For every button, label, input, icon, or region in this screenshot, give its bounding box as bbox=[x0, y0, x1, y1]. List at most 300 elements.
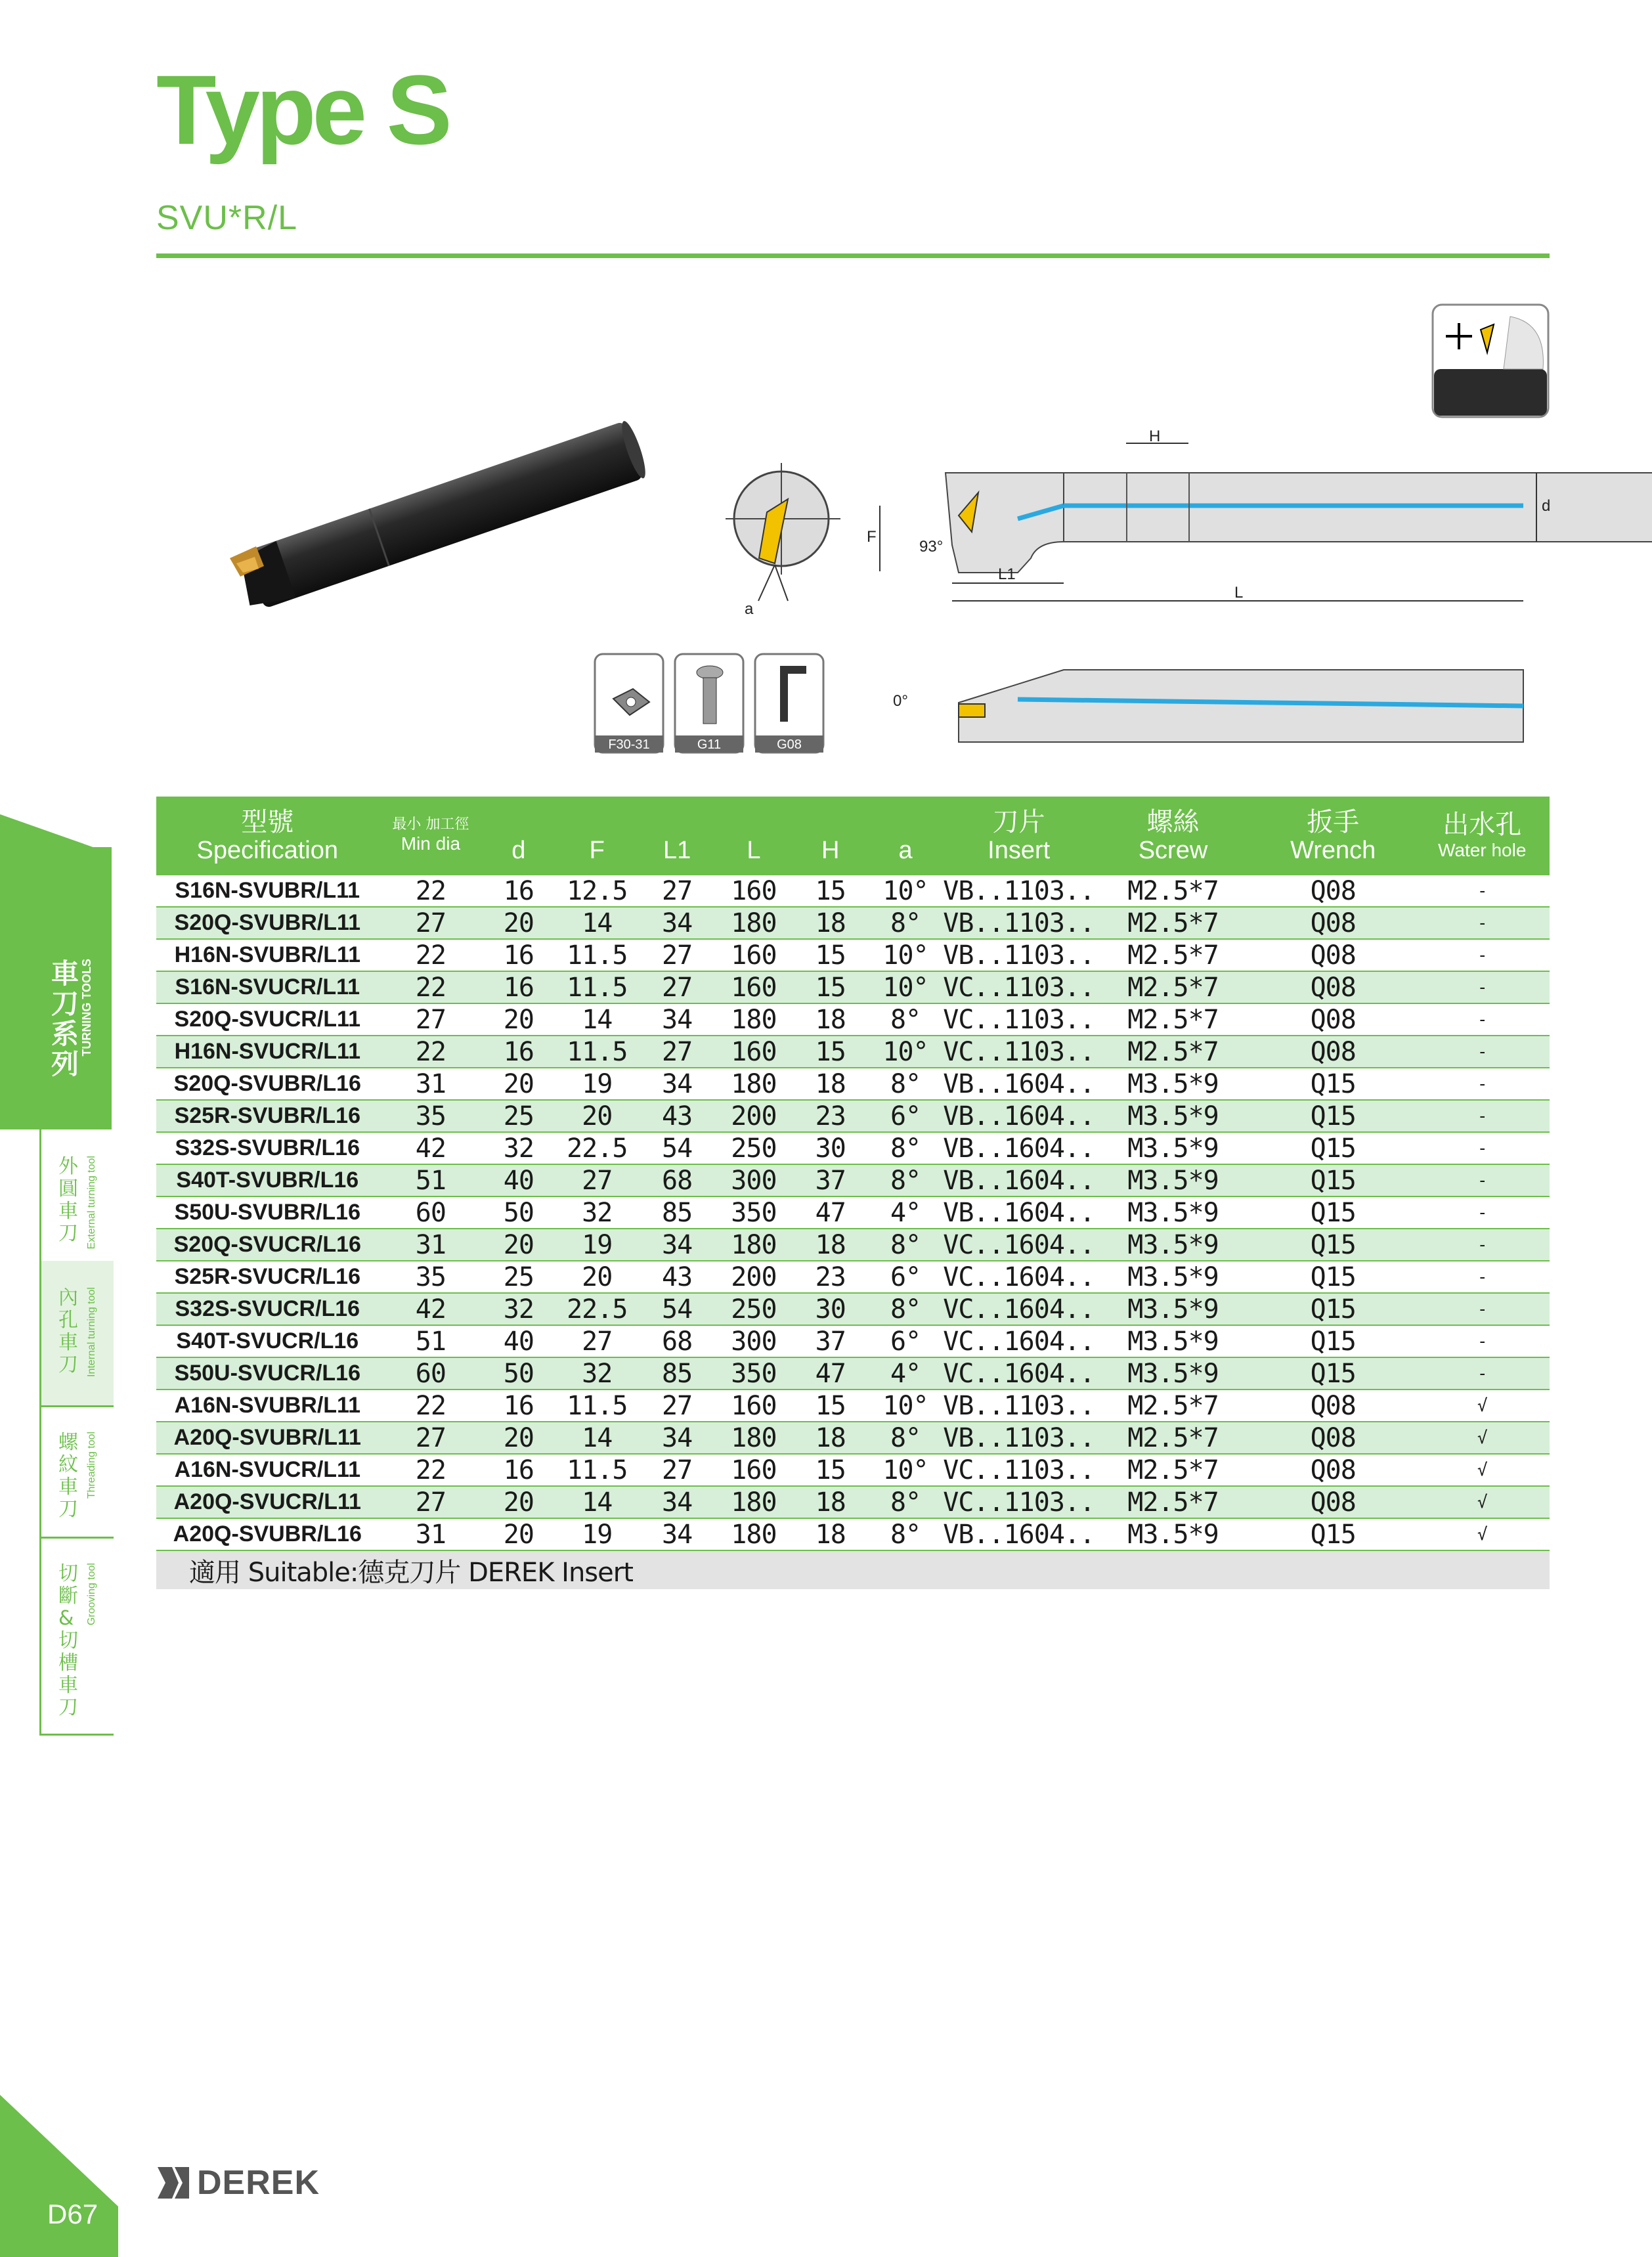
table-cell: S50U-SVUCR/L16 bbox=[156, 1357, 379, 1390]
table-cell: VB..1103.. bbox=[943, 1390, 1095, 1421]
side-tab-internal[interactable] bbox=[39, 1261, 114, 1407]
table-cell: 34 bbox=[640, 1068, 714, 1100]
table-cell: 34 bbox=[640, 1003, 714, 1036]
table-cell: 22 bbox=[379, 939, 483, 971]
table-cell: 8° bbox=[868, 1003, 943, 1036]
table-row bbox=[156, 1454, 1550, 1486]
table-cell: S50U-SVUBR/L16 bbox=[156, 1196, 379, 1229]
table-cell: 160 bbox=[714, 971, 793, 1003]
table-cell: 30 bbox=[793, 1293, 868, 1325]
table-cell: - bbox=[1414, 1003, 1550, 1036]
table-cell: - bbox=[1414, 1036, 1550, 1068]
table-cell: 300 bbox=[714, 1325, 793, 1357]
table-cell: Q15 bbox=[1251, 1164, 1415, 1196]
table-cell: Q08 bbox=[1251, 971, 1415, 1003]
table-cell: Q15 bbox=[1251, 1100, 1415, 1132]
table-cell: Q15 bbox=[1251, 1068, 1415, 1100]
table-cell: S32S-SVUBR/L16 bbox=[156, 1132, 379, 1164]
table-cell: M2.5*7 bbox=[1095, 1486, 1251, 1518]
table-cell: 200 bbox=[714, 1100, 793, 1132]
col-l1: L1 bbox=[640, 797, 714, 875]
table-cell: VB..1604.. bbox=[943, 1101, 1095, 1131]
dim-f-label: F bbox=[867, 528, 877, 546]
end-view-diagram bbox=[722, 460, 854, 630]
table-row bbox=[156, 1100, 1550, 1132]
col-spec: 型號 Specification bbox=[156, 797, 379, 875]
table-cell: 20 bbox=[483, 1068, 554, 1100]
table-row bbox=[156, 1390, 1550, 1422]
table-cell: 31 bbox=[379, 1518, 483, 1550]
table-cell: √ bbox=[1414, 1486, 1550, 1518]
table-cell: 32 bbox=[554, 1196, 640, 1229]
spec-table-body bbox=[156, 875, 1550, 1589]
table-cell: 25 bbox=[483, 1261, 554, 1293]
side-tab-main-zh: 車刀系列 bbox=[51, 957, 79, 1080]
table-cell: 27 bbox=[640, 1036, 714, 1068]
table-row bbox=[156, 971, 1550, 1003]
table-cell: 160 bbox=[714, 1390, 793, 1422]
table-cell: 42 bbox=[379, 1132, 483, 1164]
table-row bbox=[156, 1325, 1550, 1357]
table-cell: 37 bbox=[793, 1325, 868, 1357]
table-cell: 35 bbox=[379, 1100, 483, 1132]
table-row bbox=[156, 1068, 1550, 1100]
table-cell: - bbox=[1414, 1132, 1550, 1164]
table-cell: 34 bbox=[640, 1422, 714, 1454]
table-cell: 18 bbox=[793, 1422, 868, 1454]
title-divider bbox=[156, 253, 1550, 258]
table-cell: 8° bbox=[868, 1164, 943, 1196]
table-cell: VB..1604.. bbox=[943, 1197, 1095, 1228]
table-cell: 15 bbox=[793, 875, 868, 907]
table-cell: VC..1103.. bbox=[943, 972, 1095, 1003]
table-cell: VC..1103.. bbox=[943, 1455, 1095, 1485]
side-tab-threading-zh: 螺紋車刀 bbox=[58, 1431, 78, 1521]
table-cell: Q15 bbox=[1251, 1325, 1415, 1357]
table-cell: 15 bbox=[793, 1454, 868, 1486]
angle-93-label: 93° bbox=[919, 538, 944, 556]
table-cell: 180 bbox=[714, 1422, 793, 1454]
table-cell: Q08 bbox=[1251, 1422, 1415, 1454]
table-cell: VC..1103.. bbox=[943, 1004, 1095, 1035]
table-cell: 16 bbox=[483, 971, 554, 1003]
screw-thumbnail bbox=[674, 653, 746, 758]
screw-code: G11 bbox=[697, 737, 722, 752]
table-cell: 16 bbox=[483, 875, 554, 907]
table-cell: 35 bbox=[379, 1261, 483, 1293]
table-cell: VC..1103.. bbox=[943, 1036, 1095, 1067]
side-tab-grooving-zh: 切斷&切槽車刀 bbox=[58, 1562, 78, 1719]
table-cell: A20Q-SVUCR/L11 bbox=[156, 1486, 379, 1518]
col-d: d bbox=[483, 797, 554, 875]
table-cell: Q15 bbox=[1251, 1132, 1415, 1164]
table-cell: VB..1103.. bbox=[943, 1422, 1095, 1453]
table-cell: 12.5 bbox=[554, 875, 640, 907]
table-cell: Q08 bbox=[1251, 1003, 1415, 1036]
table-cell: 16 bbox=[483, 1390, 554, 1422]
table-cell: H16N-SVUCR/L11 bbox=[156, 1036, 379, 1068]
table-cell: M2.5*7 bbox=[1095, 1422, 1251, 1454]
table-cell: 20 bbox=[483, 1003, 554, 1036]
table-cell: A16N-SVUCR/L11 bbox=[156, 1454, 379, 1486]
table-cell: 160 bbox=[714, 1036, 793, 1068]
table-cell: 300 bbox=[714, 1164, 793, 1196]
table-cell: 20 bbox=[483, 1422, 554, 1454]
table-row bbox=[156, 1261, 1550, 1293]
table-cell: - bbox=[1414, 1357, 1550, 1390]
table-cell: M2.5*7 bbox=[1095, 1003, 1251, 1036]
side-tab-external[interactable] bbox=[39, 1129, 114, 1263]
table-cell: A20Q-SVUBR/L16 bbox=[156, 1518, 379, 1550]
table-cell: M3.5*9 bbox=[1095, 1325, 1251, 1357]
table-cell: 180 bbox=[714, 1229, 793, 1261]
table-cell: Q15 bbox=[1251, 1357, 1415, 1390]
wrench-code: G08 bbox=[777, 737, 802, 752]
table-cell: 10° bbox=[868, 939, 943, 971]
table-cell: 19 bbox=[554, 1518, 640, 1550]
table-cell: - bbox=[1414, 939, 1550, 971]
side-tab-internal-zh: 內孔車刀 bbox=[58, 1286, 78, 1376]
table-cell: 27 bbox=[640, 939, 714, 971]
table-cell: 8° bbox=[868, 1068, 943, 1100]
table-row bbox=[156, 1229, 1550, 1261]
page-title: Type S bbox=[156, 55, 448, 165]
table-cell: 6° bbox=[868, 1325, 943, 1357]
table-cell: 27 bbox=[640, 875, 714, 907]
table-cell: - bbox=[1414, 1229, 1550, 1261]
table-cell: Q08 bbox=[1251, 1390, 1415, 1422]
table-cell: S40T-SVUCR/L16 bbox=[156, 1325, 379, 1357]
table-cell: M2.5*7 bbox=[1095, 971, 1251, 1003]
table-cell: - bbox=[1414, 1100, 1550, 1132]
page-number: D67 bbox=[47, 2199, 98, 2229]
table-cell: S20Q-SVUCR/L11 bbox=[156, 1003, 379, 1036]
table-cell: 18 bbox=[793, 907, 868, 939]
table-cell: 11.5 bbox=[554, 1390, 640, 1422]
table-cell: 32 bbox=[483, 1293, 554, 1325]
col-min-dia: 最小 加工徑 Min dia bbox=[379, 797, 483, 875]
table-row bbox=[156, 939, 1550, 971]
table-cell: S32S-SVUCR/L16 bbox=[156, 1293, 379, 1325]
table-cell: 60 bbox=[379, 1196, 483, 1229]
table-cell: Q15 bbox=[1251, 1293, 1415, 1325]
table-row bbox=[156, 1036, 1550, 1068]
table-cell: 6° bbox=[868, 1100, 943, 1132]
table-row bbox=[156, 875, 1550, 907]
table-cell: 10° bbox=[868, 875, 943, 907]
col-l: L bbox=[714, 797, 793, 875]
col-f: F bbox=[554, 797, 640, 875]
table-cell: 16 bbox=[483, 1036, 554, 1068]
table-cell: 20 bbox=[554, 1100, 640, 1132]
table-cell: 10° bbox=[868, 1390, 943, 1422]
side-tab-main-en: TURNING TOOLS bbox=[80, 959, 93, 1057]
table-cell: 4° bbox=[868, 1196, 943, 1229]
col-insert: 刀片 Insert bbox=[943, 797, 1095, 875]
table-cell: 8° bbox=[868, 1293, 943, 1325]
table-cell: 160 bbox=[714, 1454, 793, 1486]
insert-code: F30-31 bbox=[608, 737, 650, 752]
side-tab-turning-tools[interactable] bbox=[0, 847, 112, 1129]
table-cell: 16 bbox=[483, 1454, 554, 1486]
table-cell: Q08 bbox=[1251, 939, 1415, 971]
table-cell: 34 bbox=[640, 907, 714, 939]
table-cell: - bbox=[1414, 1164, 1550, 1196]
table-cell: 20 bbox=[483, 1229, 554, 1261]
table-cell: 23 bbox=[793, 1261, 868, 1293]
side-tab-grooving-en: Grooving tool bbox=[86, 1563, 97, 1626]
brand-name: DEREK bbox=[197, 2164, 320, 2202]
col-water-hole: 出水孔 Water hole bbox=[1414, 797, 1550, 875]
table-cell: 68 bbox=[640, 1164, 714, 1196]
table-cell: 14 bbox=[554, 1486, 640, 1518]
table-cell: 47 bbox=[793, 1196, 868, 1229]
table-cell: M3.5*9 bbox=[1095, 1196, 1251, 1229]
table-cell: 350 bbox=[714, 1357, 793, 1390]
table-cell: 27 bbox=[640, 1390, 714, 1422]
table-cell: M2.5*7 bbox=[1095, 1390, 1251, 1422]
table-cell: VB..1604.. bbox=[943, 1133, 1095, 1164]
table-cell: 22.5 bbox=[554, 1293, 640, 1325]
table-cell: 85 bbox=[640, 1357, 714, 1390]
table-cell: 27 bbox=[379, 1422, 483, 1454]
table-cell: M3.5*9 bbox=[1095, 1068, 1251, 1100]
table-cell: - bbox=[1414, 1325, 1550, 1357]
table-cell: A20Q-SVUBR/L11 bbox=[156, 1422, 379, 1454]
table-cell: 15 bbox=[793, 939, 868, 971]
table-cell: M3.5*9 bbox=[1095, 1164, 1251, 1196]
table-cell: M3.5*9 bbox=[1095, 1293, 1251, 1325]
table-cell: 11.5 bbox=[554, 939, 640, 971]
table-cell: M2.5*7 bbox=[1095, 875, 1251, 907]
table-cell: 22 bbox=[379, 875, 483, 907]
table-cell: 11.5 bbox=[554, 1036, 640, 1068]
table-row bbox=[156, 1422, 1550, 1454]
table-cell: 180 bbox=[714, 907, 793, 939]
top-view-diagram bbox=[867, 427, 1550, 617]
col-a: a bbox=[868, 797, 943, 875]
table-cell: - bbox=[1414, 1196, 1550, 1229]
table-row bbox=[156, 1486, 1550, 1518]
table-cell: 40 bbox=[483, 1325, 554, 1357]
table-cell: 27 bbox=[554, 1164, 640, 1196]
table-cell: 40 bbox=[483, 1164, 554, 1196]
table-cell: Q08 bbox=[1251, 1036, 1415, 1068]
table-cell: VC..1604.. bbox=[943, 1326, 1095, 1357]
side-tab-threading-en: Threading tool bbox=[86, 1432, 97, 1499]
table-cell: 15 bbox=[793, 1390, 868, 1422]
table-cell: Q15 bbox=[1251, 1261, 1415, 1293]
table-cell: Q15 bbox=[1251, 1196, 1415, 1229]
table-cell: Q08 bbox=[1251, 875, 1415, 907]
table-cell: 20 bbox=[483, 1486, 554, 1518]
dim-h-label: H bbox=[1149, 427, 1161, 445]
table-cell: VC..1604.. bbox=[943, 1229, 1095, 1260]
table-cell: S16N-SVUCR/L11 bbox=[156, 971, 379, 1003]
table-cell: 27 bbox=[379, 1486, 483, 1518]
table-cell: 14 bbox=[554, 1422, 640, 1454]
table-cell: 4° bbox=[868, 1357, 943, 1390]
table-cell: 15 bbox=[793, 971, 868, 1003]
side-tab-grooving[interactable] bbox=[39, 1537, 114, 1736]
table-cell: M3.5*9 bbox=[1095, 1518, 1251, 1550]
table-row bbox=[156, 1003, 1550, 1036]
table-cell: VC..1604.. bbox=[943, 1358, 1095, 1389]
table-cell: - bbox=[1414, 875, 1550, 907]
table-cell: 22.5 bbox=[554, 1132, 640, 1164]
wrench-thumbnail bbox=[754, 653, 826, 758]
side-tab-internal-en: Internal turning tool bbox=[86, 1287, 97, 1377]
page-corner bbox=[0, 2095, 118, 2257]
table-cell: 8° bbox=[868, 1486, 943, 1518]
table-cell: M2.5*7 bbox=[1095, 907, 1251, 939]
table-cell: S20Q-SVUBR/L11 bbox=[156, 907, 379, 939]
table-cell: 54 bbox=[640, 1293, 714, 1325]
table-cell: 11.5 bbox=[554, 1454, 640, 1486]
table-cell: √ bbox=[1414, 1390, 1550, 1422]
table-cell: VB..1604.. bbox=[943, 1519, 1095, 1550]
table-cell: 250 bbox=[714, 1132, 793, 1164]
table-cell: VB..1103.. bbox=[943, 940, 1095, 971]
table-cell: S25R-SVUBR/L16 bbox=[156, 1100, 379, 1132]
table-header-row bbox=[156, 797, 1550, 875]
table-cell: M3.5*9 bbox=[1095, 1132, 1251, 1164]
table-cell: S20Q-SVUBR/L16 bbox=[156, 1068, 379, 1100]
table-cell: VB..1604.. bbox=[943, 1165, 1095, 1196]
table-cell: 10° bbox=[868, 1036, 943, 1068]
table-cell: 180 bbox=[714, 1518, 793, 1550]
table-cell: M2.5*7 bbox=[1095, 939, 1251, 971]
table-cell: 18 bbox=[793, 1518, 868, 1550]
table-cell: 27 bbox=[640, 971, 714, 1003]
side-tab-threading[interactable] bbox=[39, 1405, 114, 1539]
side-tab-external-en: External turning tool bbox=[86, 1156, 97, 1250]
table-cell: 8° bbox=[868, 1422, 943, 1454]
table-row bbox=[156, 907, 1550, 939]
table-cell: 23 bbox=[793, 1100, 868, 1132]
side-view-diagram bbox=[867, 657, 1550, 755]
side-tab-main-slope bbox=[0, 814, 112, 854]
table-cell: 160 bbox=[714, 875, 793, 907]
table-cell: VB..1604.. bbox=[943, 1068, 1095, 1099]
table-cell: 200 bbox=[714, 1261, 793, 1293]
table-cell: - bbox=[1414, 1293, 1550, 1325]
table-row bbox=[156, 1164, 1550, 1196]
table-cell: 16 bbox=[483, 939, 554, 971]
table-cell: 10° bbox=[868, 1454, 943, 1486]
table-cell: 27 bbox=[640, 1454, 714, 1486]
dim-l1-label: L1 bbox=[998, 565, 1016, 583]
derek-logo-icon bbox=[156, 2166, 190, 2200]
table-cell: √ bbox=[1414, 1454, 1550, 1486]
table-cell: 68 bbox=[640, 1325, 714, 1357]
table-cell: 14 bbox=[554, 1003, 640, 1036]
table-cell: 51 bbox=[379, 1325, 483, 1357]
table-cell: 19 bbox=[554, 1229, 640, 1261]
insert-thumbnail bbox=[594, 653, 666, 758]
table-cell: 47 bbox=[793, 1357, 868, 1390]
table-cell: 8° bbox=[868, 1518, 943, 1550]
table-cell: VB..1103.. bbox=[943, 875, 1095, 906]
table-cell: VB..1103.. bbox=[943, 908, 1095, 938]
col-h: H bbox=[793, 797, 868, 875]
table-footer-row bbox=[156, 1550, 1550, 1589]
table-cell: 18 bbox=[793, 1486, 868, 1518]
table-cell: M3.5*9 bbox=[1095, 1100, 1251, 1132]
table-cell: 10° bbox=[868, 971, 943, 1003]
table-cell: 18 bbox=[793, 1229, 868, 1261]
table-cell: 42 bbox=[379, 1293, 483, 1325]
table-cell: 32 bbox=[554, 1357, 640, 1390]
table-cell: VC..1604.. bbox=[943, 1294, 1095, 1325]
table-cell: 54 bbox=[640, 1132, 714, 1164]
table-cell: M3.5*9 bbox=[1095, 1229, 1251, 1261]
orientation-icon bbox=[1431, 303, 1550, 418]
table-cell: 50 bbox=[483, 1357, 554, 1390]
table-cell: 160 bbox=[714, 939, 793, 971]
table-cell: 6° bbox=[868, 1261, 943, 1293]
table-cell: 18 bbox=[793, 1003, 868, 1036]
table-cell: 180 bbox=[714, 1068, 793, 1100]
table-cell: 8° bbox=[868, 1229, 943, 1261]
table-cell: 250 bbox=[714, 1293, 793, 1325]
table-cell: S16N-SVUBR/L11 bbox=[156, 875, 379, 907]
table-cell: √ bbox=[1414, 1422, 1550, 1454]
table-cell: 32 bbox=[483, 1132, 554, 1164]
dim-d-label: d bbox=[1542, 497, 1551, 515]
table-cell: 34 bbox=[640, 1229, 714, 1261]
table-cell: 37 bbox=[793, 1164, 868, 1196]
table-cell: 22 bbox=[379, 971, 483, 1003]
table-cell: 51 bbox=[379, 1164, 483, 1196]
table-cell: 20 bbox=[483, 1518, 554, 1550]
table-cell: 31 bbox=[379, 1229, 483, 1261]
side-tab-external-zh: 外圓車刀 bbox=[58, 1155, 78, 1245]
table-cell: 34 bbox=[640, 1486, 714, 1518]
table-cell: 27 bbox=[554, 1325, 640, 1357]
table-cell: Q08 bbox=[1251, 907, 1415, 939]
table-cell: 180 bbox=[714, 1486, 793, 1518]
table-cell: M3.5*9 bbox=[1095, 1357, 1251, 1390]
table-cell: VC..1604.. bbox=[943, 1261, 1095, 1292]
table-cell: 20 bbox=[483, 907, 554, 939]
table-cell: M3.5*9 bbox=[1095, 1261, 1251, 1293]
table-cell: 19 bbox=[554, 1068, 640, 1100]
dim-l-label: L bbox=[1234, 584, 1244, 602]
table-cell: 14 bbox=[554, 907, 640, 939]
table-cell: 22 bbox=[379, 1454, 483, 1486]
table-cell: 25 bbox=[483, 1100, 554, 1132]
table-cell: M2.5*7 bbox=[1095, 1454, 1251, 1486]
col-screw: 螺絲 Screw bbox=[1095, 797, 1251, 875]
table-cell: 18 bbox=[793, 1068, 868, 1100]
rake-angle-label: 0° bbox=[893, 692, 908, 710]
table-cell: 22 bbox=[379, 1036, 483, 1068]
table-cell: S25R-SVUCR/L16 bbox=[156, 1261, 379, 1293]
table-row bbox=[156, 1132, 1550, 1164]
table-cell: A16N-SVUBR/L11 bbox=[156, 1390, 379, 1422]
table-cell: 43 bbox=[640, 1261, 714, 1293]
table-row bbox=[156, 1293, 1550, 1325]
table-cell: - bbox=[1414, 907, 1550, 939]
table-cell: 60 bbox=[379, 1357, 483, 1390]
table-row bbox=[156, 1196, 1550, 1229]
table-row bbox=[156, 1357, 1550, 1390]
table-row bbox=[156, 1518, 1550, 1550]
table-cell: H16N-SVUBR/L11 bbox=[156, 939, 379, 971]
table-cell: Q15 bbox=[1251, 1229, 1415, 1261]
table-cell: 8° bbox=[868, 1132, 943, 1164]
